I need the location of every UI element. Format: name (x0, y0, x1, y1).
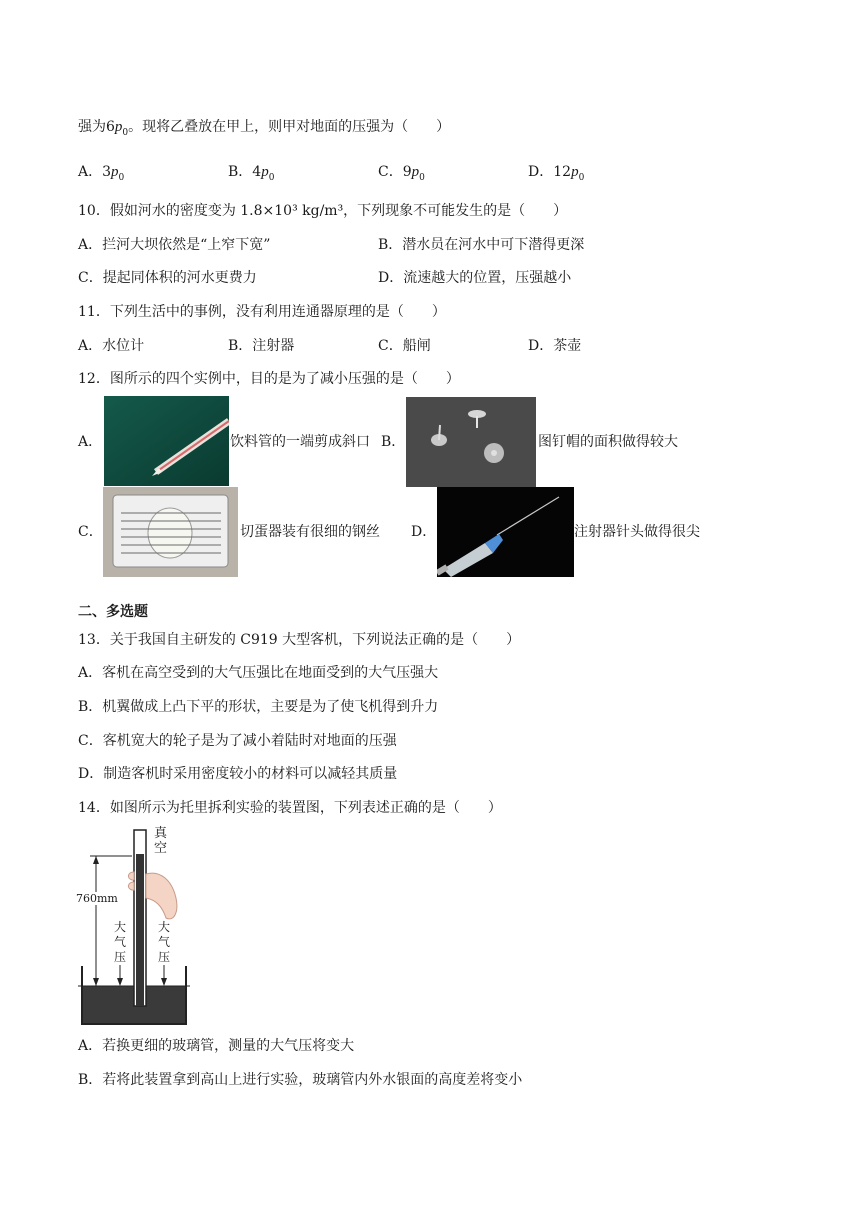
q14-option-a: A．若换更细的玻璃管，测量的大气压将变大 (78, 1038, 355, 1054)
q12-option-d-label: D． (411, 524, 437, 540)
q10-option-b: B．潜水员在河水中可下潜得更深 (378, 237, 585, 253)
q11-option-d: D．茶壶 (528, 338, 582, 354)
egg-slicer-image (103, 487, 238, 577)
q13-option-b: B．机翼做成上凸下平的形状，主要是为了使飞机得到升力 (78, 699, 439, 715)
torricelli-drawing (76, 826, 196, 1030)
vacuum-label: 真 空 (154, 826, 168, 856)
q12-option-d-caption: 注射器针头做得很尖 (574, 524, 700, 540)
q12-option-b-label: B． (381, 434, 406, 450)
q11-option-a: A．水位计 (78, 338, 145, 354)
q12-option-c-label: C． (78, 524, 103, 540)
torricelli-diagram (76, 826, 196, 1030)
syringe-photo (437, 487, 574, 577)
thumbtack-photo (406, 397, 536, 487)
straw-image (104, 396, 229, 486)
thumbtack-image (406, 397, 536, 487)
q11-option-b: B．注射器 (228, 338, 295, 354)
q10-option-a: A．拦河大坝依然是“上窄下宽” (78, 237, 271, 253)
q12-stem: 12．图所示的四个实例中，目的是为了减小压强的是（ ） (78, 371, 460, 387)
q13-option-d: D．制造客机时采用密度较小的材料可以减轻其质量 (78, 766, 398, 782)
q12-option-b-caption: 图钉帽的面积做得较大 (538, 434, 678, 450)
q13-option-c: C．客机宽大的轮子是为了减小着陆时对地面的压强 (78, 733, 397, 749)
section-heading: 二、多选题 (78, 603, 148, 619)
q13-stem: 13．关于我国自主研发的 C919 大型客机，下列说法正确的是（ ） (78, 632, 521, 648)
q12-option-c-caption: 切蛋器装有很细的钢丝 (240, 524, 380, 540)
q9-option-b: B．$4p_0$ (228, 164, 275, 183)
syringe-image (437, 487, 574, 577)
q13-option-a: A．客机在高空受到的大气压强比在地面受到的大气压强大 (78, 665, 439, 681)
height-label: 760mm (76, 892, 118, 905)
q12-option-a-label: A． (78, 434, 103, 450)
q11-option-c: C．船闸 (378, 338, 431, 354)
q9-stem: 强为$6p_0$。现将乙叠放在甲上，则甲对地面的压强为（ ） (78, 119, 451, 138)
q9-option-a: A．$3p_0$ (78, 164, 125, 183)
q14-option-b: B．若将此装置拿到高山上进行实验，玻璃管内外水银面的高度差将变小 (78, 1072, 523, 1088)
q10-option-d: D．流速越大的位置，压强越小 (378, 270, 572, 286)
atm-label-right: 大 气 压 (158, 920, 171, 964)
atm-label-left: 大 气 压 (114, 920, 127, 964)
q11-stem: 11．下列生活中的事例，没有利用连通器原理的是（ ） (78, 304, 446, 320)
q14-stem: 14．如图所示为托里拆利实验的装置图，下列表述正确的是（ ） (78, 800, 502, 816)
straw-photo (104, 396, 229, 486)
egg-slicer-photo (103, 487, 238, 577)
q10-option-c: C．提起同体积的河水更费力 (78, 270, 257, 286)
q10-stem: 10．假如河水的密度变为 1.8×10³ kg/m³，下列现象不可能发生的是（ ） (78, 203, 568, 219)
q9-option-d: D．$12p_0$ (528, 164, 585, 183)
q12-option-a-caption: 饮料管的一端剪成斜口 (230, 434, 370, 450)
q9-option-c: C．$9p_0$ (378, 164, 425, 183)
